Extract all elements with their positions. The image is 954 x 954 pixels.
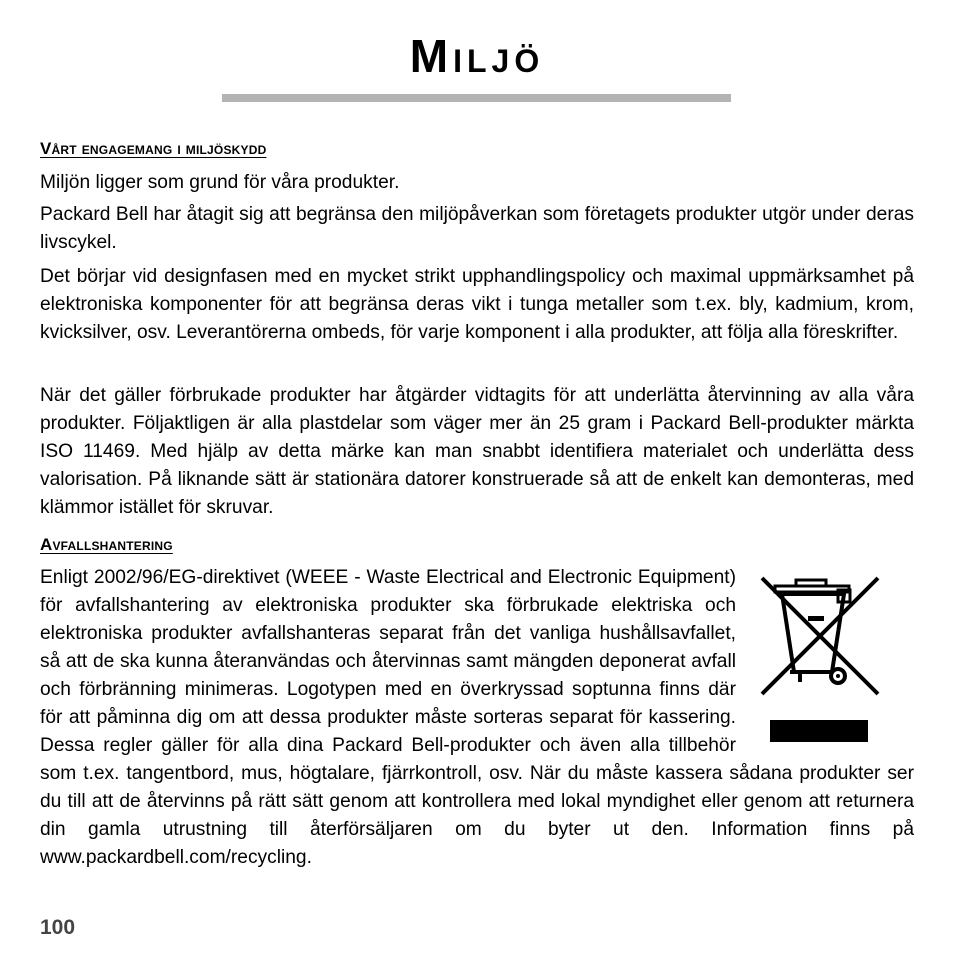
page-title: Miljö: [409, 30, 545, 82]
paragraph-recycling: När det gäller förbrukade produkter har åtgärder vidtagits för att underlätta återvinning av alla våra produkter. Följaktligen är alla plastdelar som väger mer än 25 gram i Packard Bell-produkter märkta ISO 11469. Med hjälp av detta märke kan man snabbt identifiera materialet och underlätta dess valorisation. På liknande sätt är stationära datorer konstruerade så att de enkelt kan demonteras, med klämmor istället för skruvar.: [40, 385, 914, 518]
title-divider: [222, 94, 731, 102]
weee-crossed-bin-icon: [760, 564, 914, 748]
paragraph-intro: Miljön ligger som grund för våra produkter.: [40, 172, 400, 193]
section-heading-environmental-commitment: Vårt engagemang i miljöskydd: [40, 139, 267, 158]
paragraph-design-phase: Det börjar vid designfasen med en mycket strikt upphandlingspolicy och maximal uppmärksamhet på elektroniska komponenter för att begränsa deras vikt i tunga metaller som t.ex. bly, kadmium, krom, kvicksilver, osv. Leverantörerna ombeds, för varje komponent i alla produkter, att följa alla föreskrifter.: [40, 266, 914, 343]
paragraph-weee: [40, 564, 914, 872]
page-number: 100: [40, 916, 76, 939]
paragraph-commitment: Packard Bell har åtagit sig att begränsa den miljöpåverkan som företagets produkter utgör under deras livscykel.: [40, 204, 914, 253]
section-heading-waste-management: Avfallshantering: [40, 535, 173, 554]
paragraph-weee-text: Enligt 2002/96/EG-direktivet (WEEE - Waste Electrical and Electronic Equipment) för avfallshantering av elektroniska produkter ska förbrukade elektriska och elektroniska produkter avfallshanteras separat från det vanliga hushållsavfallet, så att de ska kunna återanvändas och återvinnas samt mängden deponerat avfall och förbränning minimeras. Logotypen med en överkryssad soptunna finns där för att påminna dig om att dessa produkter måste sorteras separat för kassering. Dessa regler gäller för alla dina Packard Bell-produkter och även alla tillbehör som t.ex. tangentbord, mus, högtalare, fjärrkontroll, osv. När du måste kassera sådana produkter ser du till att de återvinns på rätt sätt genom att kontrollera med lokal myndighet eller genom att returnera din gamla utrustning till återförsäljaren om du byter ut den. Information finns på www.packardbell.com/recycling.: [40, 567, 914, 868]
